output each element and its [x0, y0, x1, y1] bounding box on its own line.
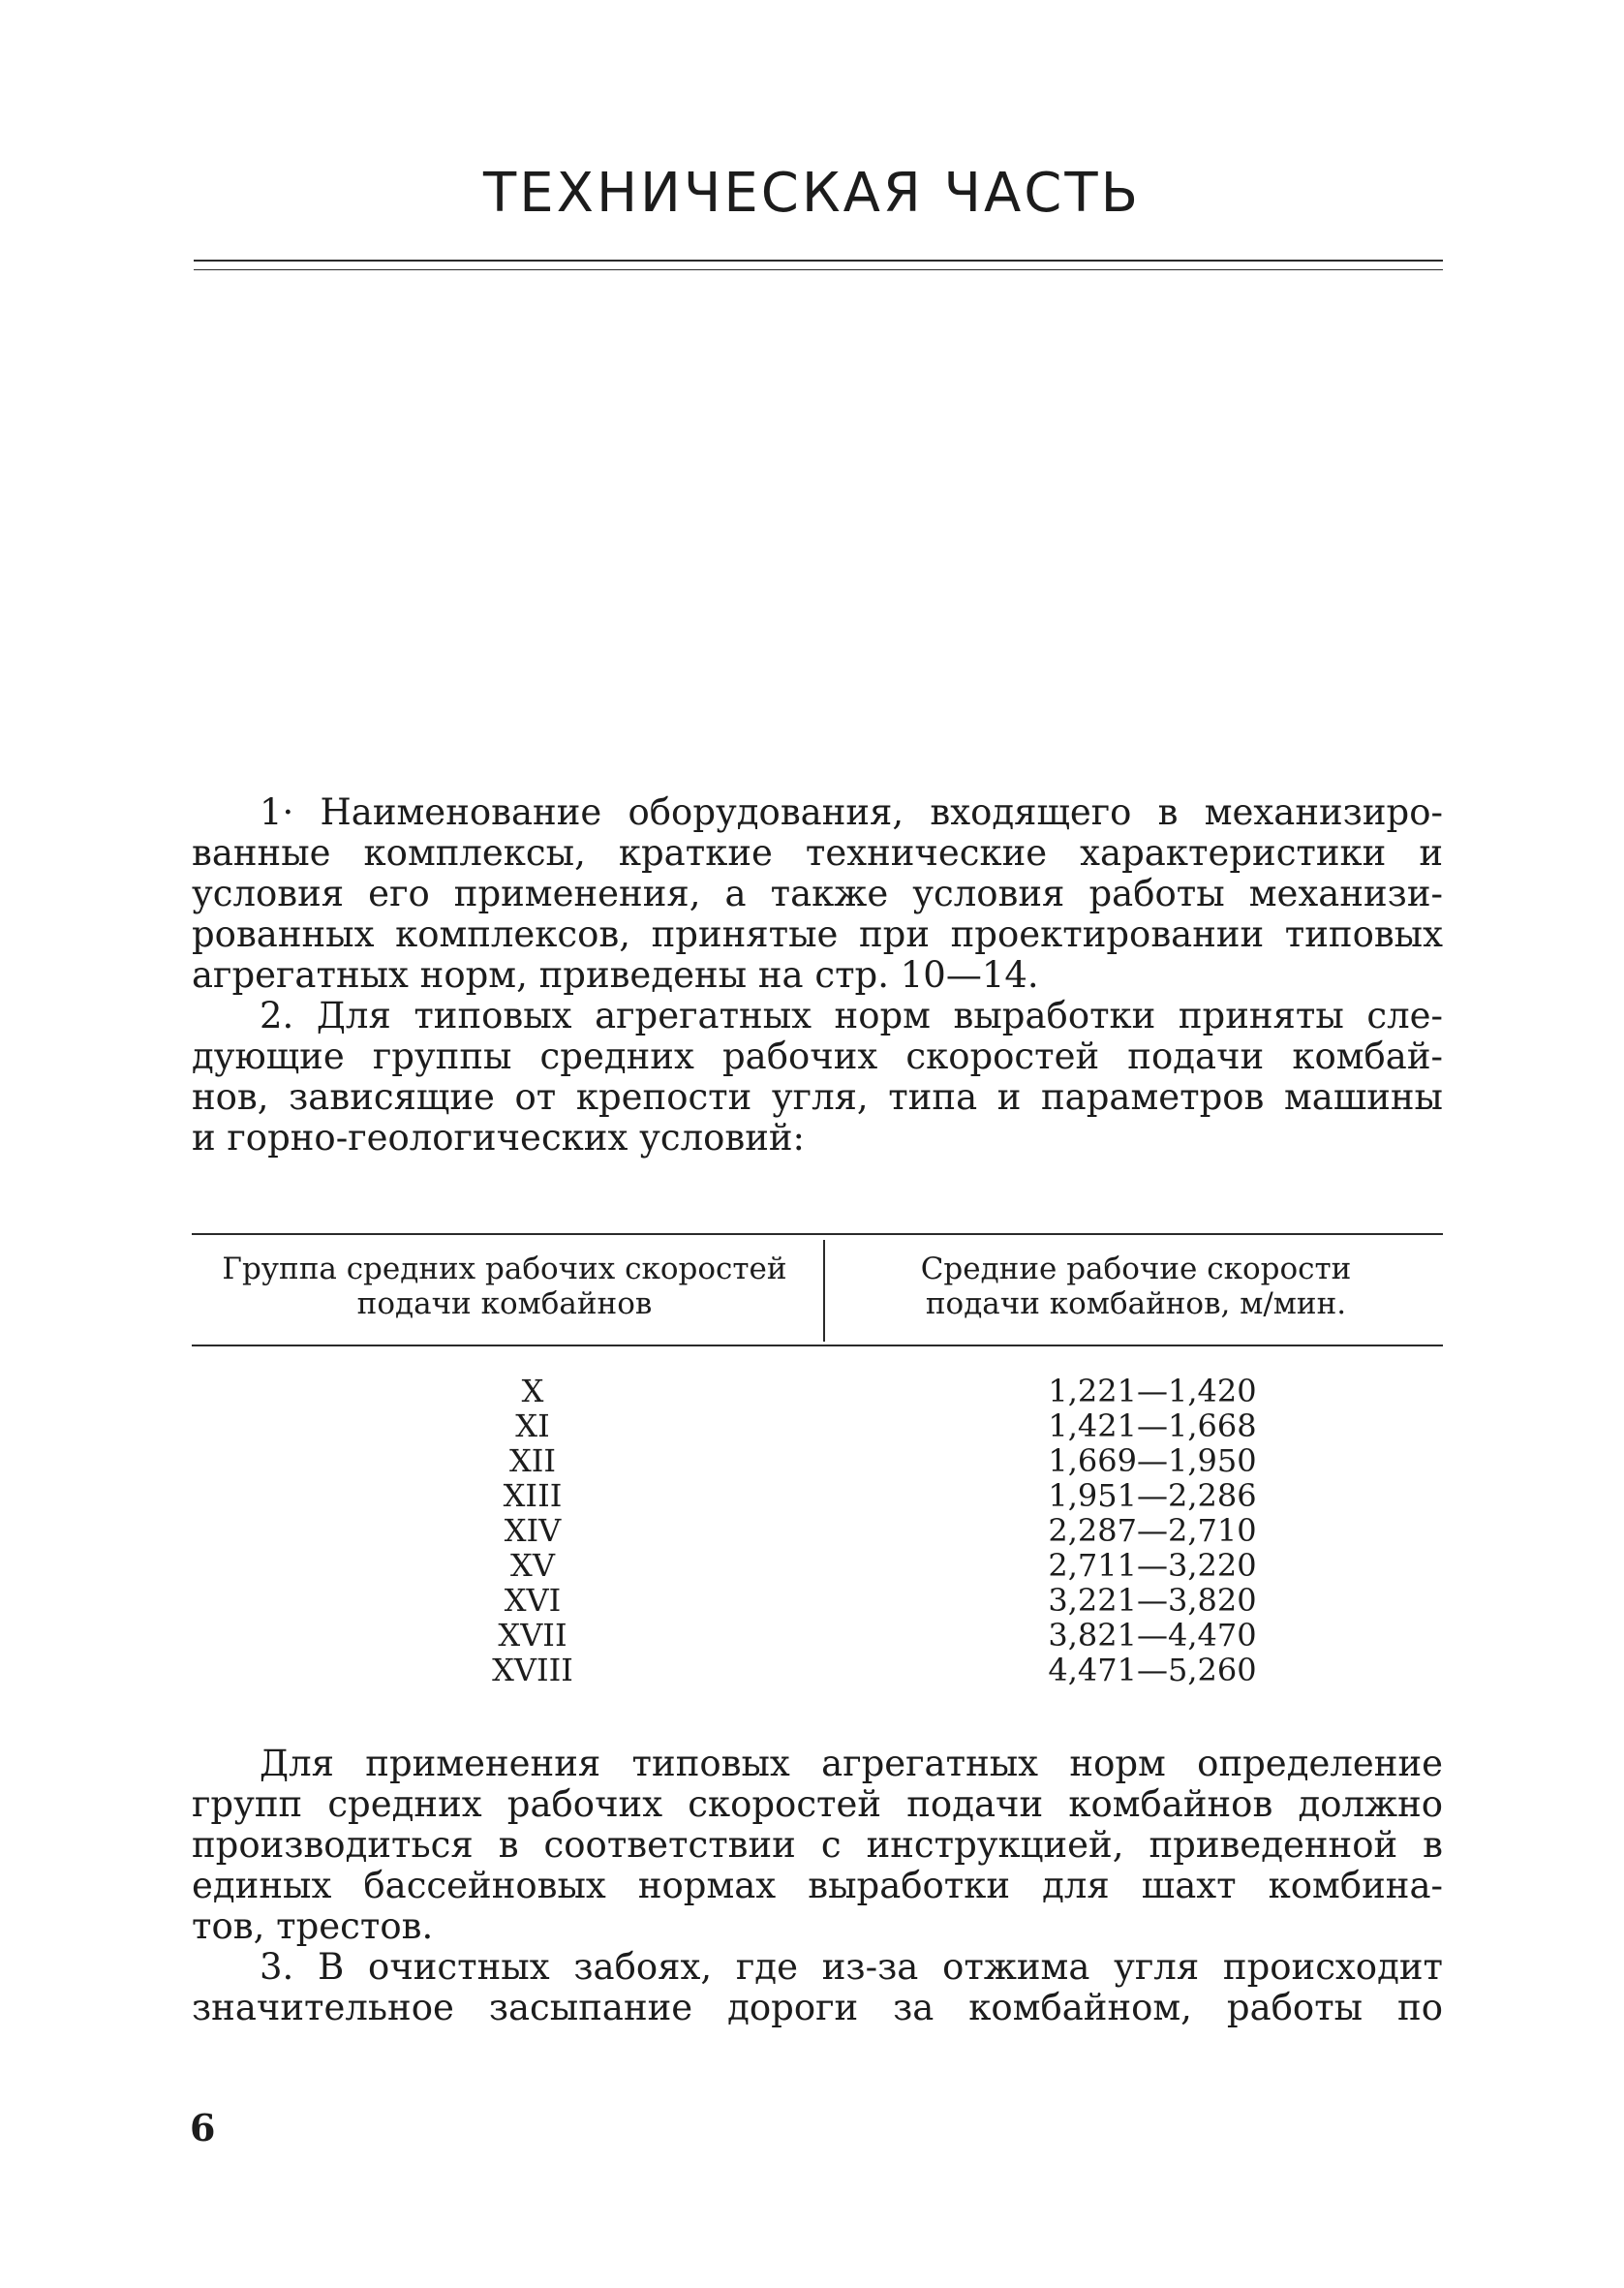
table-cell-group: XIV: [504, 1512, 562, 1549]
paragraph-line: Для применения типовых агрегатных норм определение: [260, 1743, 1443, 1784]
paragraph-line: 2. Для типовых агрегатных норм выработки приняты сле-: [260, 995, 1443, 1036]
paragraph-1: [192, 792, 1443, 996]
paragraph-line: значительное засыпание дороги за комбайном, работы по: [192, 1987, 1443, 2028]
table-header-group: [192, 1252, 817, 1321]
table-cell-group: XIII: [503, 1477, 563, 1514]
paragraph-2: [192, 996, 1443, 1159]
table-header-speed: [829, 1252, 1443, 1321]
table-top-rule: [192, 1233, 1443, 1235]
table-cell-speed: 3,221—3,820: [1048, 1582, 1257, 1619]
table-cell-group: XV: [510, 1547, 555, 1584]
table-cell-speed: 1,221—1,420: [1048, 1373, 1257, 1409]
paragraph-line: условия его применения, а также условия работы механизи-: [192, 873, 1443, 914]
table-header-line: подачи комбайнов, м/мин.: [925, 1286, 1347, 1321]
paragraph-line: дующие группы средних рабочих скоростей подачи комбай-: [192, 1036, 1443, 1077]
table-cell-group: XVII: [498, 1617, 567, 1654]
paragraph-line: 1· Наименование оборудования, входящего в механизиро-: [260, 791, 1443, 833]
paragraph-line: групп средних рабочих скоростей подачи комбайнов должно: [192, 1783, 1443, 1825]
table-cell-group: XI: [515, 1407, 550, 1444]
table-cell-group: XII: [508, 1442, 557, 1479]
table-cell-speed: 1,421—1,668: [1048, 1407, 1257, 1444]
paragraph-line: агрегатных норм, приведены на стр. 10—14.: [192, 954, 1039, 996]
paragraph-line: тов, трестов.: [192, 1905, 434, 1947]
table-header-line: подачи комбайнов: [356, 1286, 653, 1321]
paragraph-line: 3. В очистных забоях, где из-за отжима угля происходит: [260, 1946, 1443, 1988]
table-header-line: Группа средних рабочих скоростей: [222, 1252, 787, 1286]
table-cell-group: XVI: [504, 1582, 562, 1619]
table-cell-group: X: [521, 1373, 544, 1409]
table-cell-speed: 2,287—2,710: [1048, 1512, 1257, 1549]
page-number: 6: [190, 2106, 216, 2149]
paragraph-line: рованных комплексов, принятые при проектировании типовых: [192, 913, 1443, 955]
paragraph-line: производиться в соответствии с инструкцией, приведенной в: [192, 1824, 1443, 1866]
table-header-line: Средние рабочие скорости: [920, 1252, 1352, 1286]
paragraph-line: нов, зависящие от крепости угля, типа и параметров машины: [192, 1076, 1443, 1118]
paragraph-line: и горно-геологических условий:: [192, 1117, 805, 1159]
paragraph-4: [192, 1947, 1443, 2028]
paragraph-3: [192, 1744, 1443, 1947]
table-header-rule: [192, 1345, 1443, 1346]
table-cell-speed: 4,471—5,260: [1048, 1652, 1257, 1688]
table-cell-speed: 3,821—4,470: [1048, 1617, 1257, 1654]
table-cell-speed: 2,711—3,220: [1048, 1547, 1257, 1584]
page-title: ТЕХНИЧЕСКАЯ ЧАСТЬ: [482, 162, 1142, 225]
table-column-groups: [387, 1374, 678, 1687]
paragraph-line: единых бассейновых нормах выработки для шахт комбина-: [192, 1865, 1443, 1906]
table-cell-speed: 1,669—1,950: [1048, 1442, 1257, 1479]
table-cell-speed: 1,951—2,286: [1048, 1477, 1257, 1514]
table-column-divider: [823, 1240, 825, 1342]
table-column-speeds: [1007, 1374, 1298, 1687]
title-rule-top: [194, 260, 1443, 262]
paragraph-line: ванные комплексы, краткие технические характеристики и: [192, 832, 1443, 874]
table-cell-group: XVIII: [492, 1652, 573, 1688]
title-rule-bottom: [194, 269, 1443, 270]
